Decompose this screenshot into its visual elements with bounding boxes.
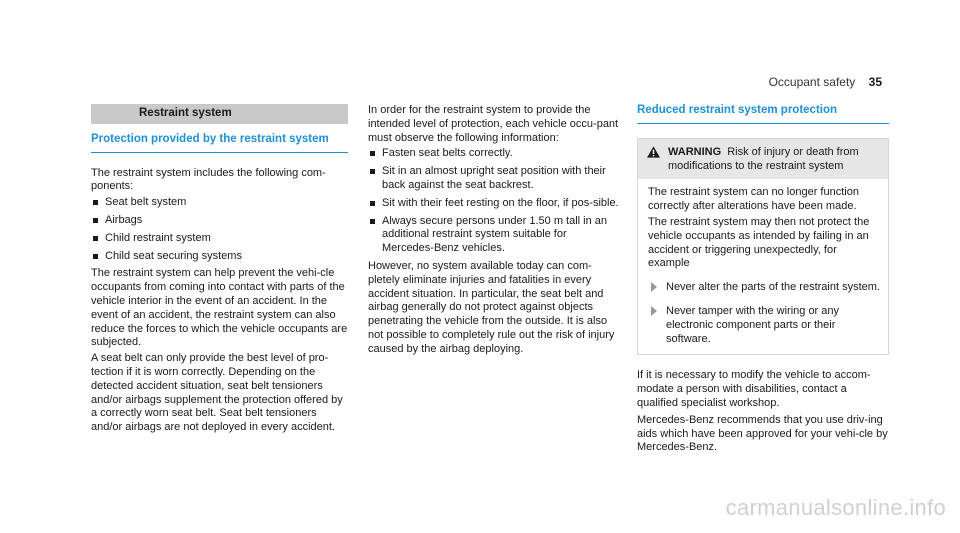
- subsection-title: Protection provided by the restraint system: [91, 133, 348, 153]
- subsection-title: Reduced restraint system protection: [637, 104, 889, 124]
- paragraph: A seat belt can only provide the best level of pro-tection if it is worn correctly. Depending on the detected accident situation, seat belt tensioners and/or airbags supplement the protection offered by a correctly worn seat belt. Seat belt tensioners and/or airbags are not deployed in every accident.: [91, 352, 343, 434]
- list-item: Seat belt system: [91, 196, 348, 210]
- list-item: Sit in an almost upright seat position with their back against the seat backrest.: [368, 165, 620, 193]
- warning-label: WARNING: [668, 145, 722, 158]
- list-item: Airbags: [91, 214, 348, 228]
- list-item: Child restraint system: [91, 232, 348, 246]
- paragraph: The restraint system can help prevent the vehi-cle occupants from coming into contact with parts of the vehicle interior in the event of an accident. In the event of an accident, the restraint system can also reduce the forces to which the vehicle occupants are subjected.: [91, 267, 348, 349]
- column-middle: [368, 104, 620, 359]
- list-item: Sit with their feet resting on the floor, if pos-sible.: [368, 197, 620, 211]
- section-title-bar: Restraint system: [91, 104, 348, 124]
- paragraph: Mercedes-Benz recommends that you use driv-ing aids which have been approved for your vehi-cle by Mercedes-Benz.: [637, 413, 888, 454]
- warning-step: [648, 305, 880, 346]
- step-arrow-icon: [651, 306, 657, 316]
- warning-body: [638, 179, 888, 354]
- section-name: Occupant safety: [768, 75, 856, 89]
- step-arrow-icon: [651, 282, 657, 292]
- list-item: Fasten seat belts correctly.: [368, 147, 620, 161]
- warning-header: [638, 139, 888, 180]
- warning-box: [637, 138, 889, 356]
- paragraph: However, no system available today can com-pletely eliminate injuries and fatalities in every accident situation. In particular, the seat belt and airbag generally do not protect against objects penetrating the vehicle from the outside. It is also not possible to completely rule out the risk of injury caused by the airbag deploying.: [368, 259, 615, 355]
- paragraph: In order for the restraint system to provide the intended level of protection, each vehicle occu-pant must observe the following information:: [368, 104, 619, 144]
- page-number: 35: [868, 75, 882, 89]
- paragraph: The restraint system includes the following com-ponents:: [91, 166, 326, 193]
- after-warning-text: [637, 369, 889, 455]
- warning-step: [648, 281, 880, 295]
- instruction-list: [368, 147, 620, 256]
- paragraph: If it is necessary to modify the vehicle to accom-modate a person with disabilities, contact a qualified specialist workshop.: [637, 369, 871, 409]
- warning-title: Risk of injury or death from modifications to the restraint system: [668, 145, 859, 172]
- warning-triangle-icon: [647, 146, 660, 158]
- paragraph: The restraint system may then not protect the vehicle occupants as intended by failing in an accident or triggering unexpectedly, for example: [648, 215, 870, 270]
- page-header: [769, 75, 882, 89]
- paragraph: The restraint system can no longer function correctly after alterations have been made.: [648, 186, 859, 213]
- step-text: Never alter the parts of the restraint system.: [666, 281, 880, 294]
- column-left: [91, 104, 348, 437]
- component-list: [91, 196, 348, 263]
- list-item: Child seat securing systems: [91, 250, 348, 264]
- step-text: Never tamper with the wiring or any electronic component parts or their software.: [666, 304, 840, 345]
- column-right: [637, 104, 889, 458]
- watermark: carmanualsonline.info: [725, 495, 946, 520]
- list-item: Always secure persons under 1.50 m tall in an additional restraint system suitable for Mercedes-Benz vehicles.: [368, 215, 620, 256]
